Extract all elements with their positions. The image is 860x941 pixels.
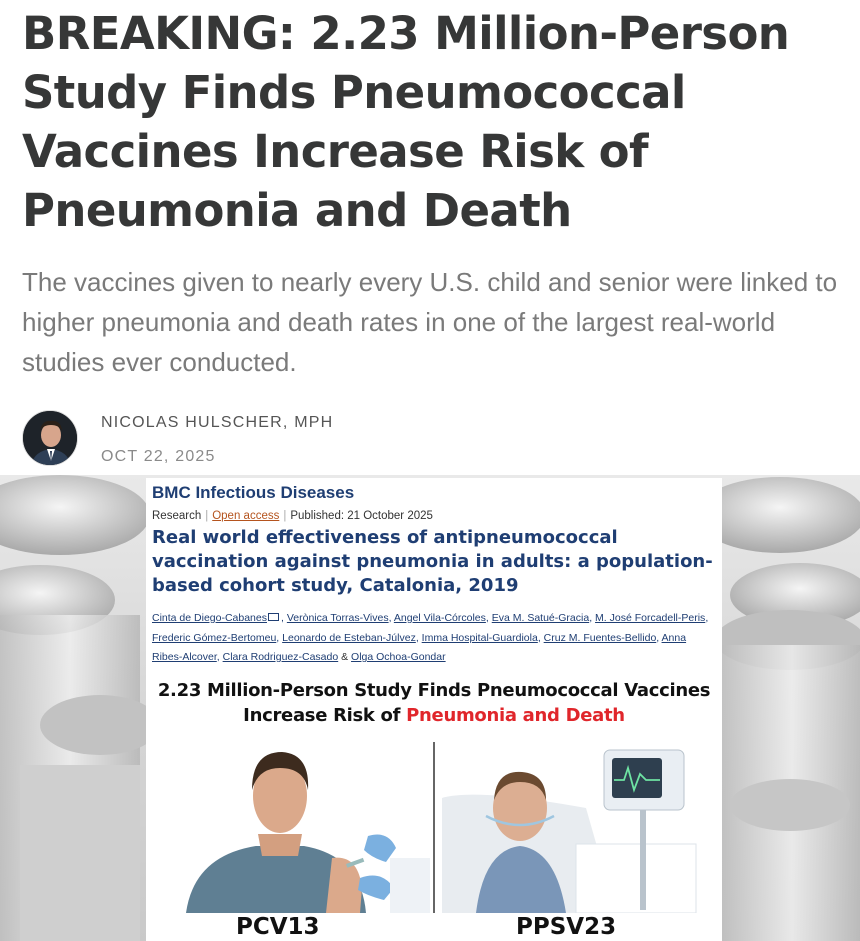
email-icon[interactable] bbox=[268, 613, 279, 621]
open-access-link[interactable]: Open access bbox=[212, 510, 280, 522]
author-link[interactable]: Olga Ochoa-Gondar bbox=[351, 651, 446, 663]
infographic-headline-highlight: Pneumonia and Death bbox=[406, 705, 625, 726]
article-type: Research bbox=[152, 510, 202, 522]
infographic-headline-line1: 2.23 Million-Person Study Finds Pneumococcal Vaccines bbox=[157, 680, 711, 701]
infographic bbox=[146, 678, 722, 941]
label-ppsv23: PPSV23 bbox=[516, 914, 617, 940]
author-link[interactable]: Frederic Gómez-Bertomeu bbox=[152, 631, 277, 644]
byline bbox=[22, 408, 422, 470]
author-name[interactable]: NICOLAS HULSCHER, MPH bbox=[101, 414, 334, 431]
paper-title[interactable]: Real world effectiveness of antipneumococcal vaccination against pneumonia in adults: a population-based cohort study, Catalonia, 2019 bbox=[152, 527, 713, 596]
infographic-headline-prefix: Increase Risk of bbox=[243, 705, 407, 726]
author-link[interactable]: Cinta de Diego-Cabanes bbox=[152, 612, 267, 624]
patient-in-hospital-bed-icon bbox=[442, 750, 696, 913]
author-link[interactable]: Verònica Torras-Vives bbox=[286, 612, 389, 624]
author-link[interactable]: Cruz M. Fuentes-Bellido bbox=[543, 631, 657, 644]
authors-ampersand: & bbox=[341, 651, 349, 663]
man-receiving-injection-icon bbox=[186, 752, 430, 913]
article-subtitle: The vaccines given to nearly every U.S. child and senior were linked to higher pneumonia and death rates in one of the largest real-world studies ever conducted. bbox=[22, 267, 838, 377]
published-date: Published: 21 October 2025 bbox=[290, 510, 433, 522]
vaccination-illustration bbox=[146, 738, 722, 913]
author-link[interactable]: Angel Vila-Córcoles bbox=[393, 612, 486, 624]
author-link[interactable]: M. José Forcadell-Peris bbox=[595, 612, 706, 624]
author-link[interactable]: Imma Hospital-Guardiola bbox=[421, 631, 538, 644]
label-pcv13: PCV13 bbox=[236, 914, 320, 940]
author-avatar[interactable] bbox=[22, 410, 78, 466]
infographic-headline-line2 bbox=[146, 705, 722, 726]
author-link[interactable]: Clara Rodriguez-Casado bbox=[222, 651, 339, 663]
paper-screenshot bbox=[146, 478, 722, 941]
author-link[interactable]: Anna Ribes-Alcover bbox=[152, 631, 687, 663]
paper-meta: Research | Open access | Published: 21 October 2025 bbox=[152, 510, 433, 522]
publish-date: OCT 22, 2025 bbox=[101, 448, 216, 465]
journal-name[interactable]: BMC Infectious Diseases bbox=[152, 483, 355, 502]
author-link[interactable]: Leonardo de Esteban-Júlvez bbox=[282, 631, 416, 644]
hero-image bbox=[0, 475, 860, 941]
author-list: Cinta de Diego-Cabanes , Verònica Torras-Vives, Angel Vila-Córcoles, Eva M. Satué-Gracia, M. José Forcadell-Peris, Frederic Gómez-Bertomeu, Leonardo de Esteban-Júlvez, Imma Hospital-Guardiola, Cruz M. Fuentes-Bellido, Anna Ribes-Alcover, Clara Rodriguez-Casado & Olga Ochoa-Gondar bbox=[152, 612, 709, 663]
article-headline: BREAKING: 2.23 Million-Person Study Finds Pneumococcal Vaccines Increase Risk of Pneumonia and Death bbox=[22, 7, 790, 237]
author-link[interactable]: Eva M. Satué-Gracia bbox=[491, 612, 590, 624]
